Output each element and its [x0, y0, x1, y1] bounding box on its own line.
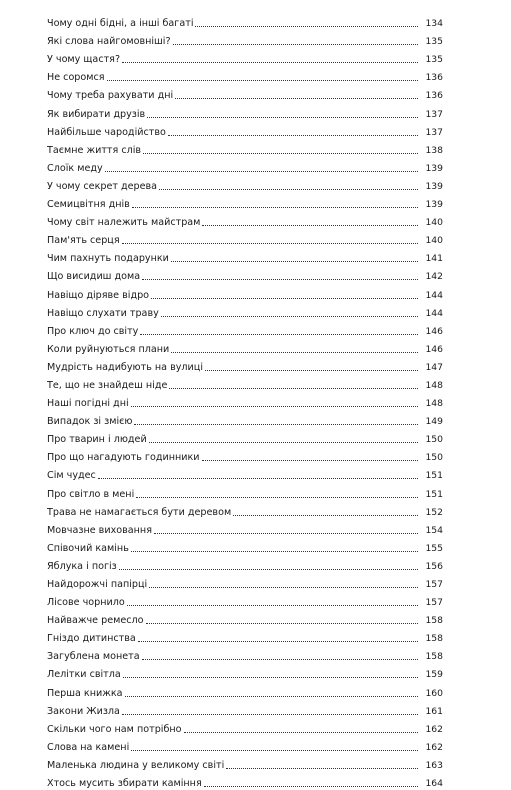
dot-leader [107, 80, 418, 81]
toc-entry-page-number: 151 [425, 488, 443, 500]
toc-entry [47, 482, 443, 500]
toc-entry-page-number: 158 [425, 633, 443, 645]
toc-entry-title: Трава не намагається бути деревом [47, 506, 232, 518]
toc-entry-page-number: 141 [425, 253, 443, 265]
toc-entry [47, 627, 443, 645]
toc-entry-title: Про ключ до світу [47, 325, 139, 337]
dot-leader [98, 478, 418, 479]
toc-entry [47, 700, 443, 718]
toc-entry-page-number: 150 [425, 434, 443, 446]
dot-leader [175, 98, 418, 99]
dot-leader [125, 696, 418, 697]
dot-leader [204, 786, 418, 787]
toc-entry-title: Семицвітня днів [47, 199, 130, 211]
toc-entry-page-number: 162 [425, 723, 443, 735]
dot-leader [127, 605, 418, 606]
dot-leader [131, 750, 418, 751]
dot-leader [132, 207, 418, 208]
dot-leader [134, 424, 418, 425]
toc-entry-title: Найважче ремесло [47, 615, 144, 627]
dot-leader [149, 442, 418, 443]
dot-leader [122, 714, 418, 715]
toc-entry-page-number: 136 [425, 72, 443, 84]
toc-entry-title: Чим пахнуть подарунки [47, 253, 169, 265]
dot-leader [168, 135, 418, 136]
toc-entry-title: Яблука і погіз [47, 560, 117, 572]
toc-entry [47, 663, 443, 681]
toc-entry [47, 392, 443, 410]
dot-leader [205, 370, 418, 371]
toc-entry-title: Слоїк меду [47, 162, 103, 174]
toc-entry [47, 247, 443, 265]
toc-entry-title: Закони Жизла [47, 705, 120, 717]
toc-entry-title: Що висидиш дома [47, 271, 141, 283]
toc-entry [47, 175, 443, 193]
toc-entry-page-number: 144 [425, 289, 443, 301]
toc-entry-page-number: 148 [425, 379, 443, 391]
toc-entry-title: Те, що не знайдеш ніде [47, 379, 168, 391]
toc-entry [47, 302, 443, 320]
toc-entry-title: Пам'ять серця [47, 235, 120, 247]
toc-entry-page-number: 156 [425, 560, 443, 572]
dot-leader [202, 225, 418, 226]
toc-entry-title: Не соромся [47, 72, 105, 84]
toc-entry-page-number: 136 [425, 90, 443, 102]
toc-entry [47, 283, 443, 301]
toc-entry-page-number: 160 [425, 687, 443, 699]
toc-entry-title: Чому одні бідні, а інші багаті [47, 18, 194, 30]
toc-entry-title: Чому світ належить майстрам [47, 217, 201, 229]
dot-leader [149, 587, 418, 588]
toc-entry-page-number: 157 [425, 597, 443, 609]
toc-entry [47, 573, 443, 591]
toc-entry [47, 265, 443, 283]
toc-entry-page-number: 144 [425, 307, 443, 319]
toc-entry-title: Мудрість надибують на вулиці [47, 361, 203, 373]
toc-entry [47, 374, 443, 392]
toc-entry [47, 157, 443, 175]
toc-entry-title: У чому секрет дерева [47, 180, 158, 192]
toc-entry-title: Таємне життя слів [47, 144, 142, 156]
toc-entry-page-number: 161 [425, 705, 443, 717]
toc-entry-title: Як вибирати друзів [47, 108, 146, 120]
dot-leader [142, 279, 418, 280]
toc-entry-page-number: 138 [425, 144, 443, 156]
dot-leader [202, 460, 418, 461]
dot-leader [159, 189, 418, 190]
toc-entry [47, 48, 443, 66]
toc-entry-title: Загублена монета [47, 651, 140, 663]
toc-entry-title: Наші погідні дні [47, 398, 129, 410]
toc-entry-title: Співочий камінь [47, 542, 129, 554]
toc-entry-title: Скільки чого нам потрібно [47, 723, 182, 735]
toc-entry [47, 121, 443, 139]
toc-entry-page-number: 137 [425, 108, 443, 120]
toc-entry-title: Які слова найгомовніші? [47, 36, 171, 48]
toc-entry [47, 681, 443, 699]
toc-entry-title: Коли руйнуються плани [47, 343, 170, 355]
toc-entry-page-number: 149 [425, 416, 443, 428]
dot-leader [131, 551, 418, 552]
toc-entry-title: Чому треба рахувати дні [47, 90, 174, 102]
dot-leader [184, 732, 418, 733]
dot-leader [136, 497, 418, 498]
toc-entry-page-number: 159 [425, 669, 443, 681]
toc-entry-title: Найбільше чародійство [47, 126, 166, 138]
toc-entry-page-number: 163 [425, 759, 443, 771]
toc-entry-title: Навіщо діряве відро [47, 289, 150, 301]
toc-entry-page-number: 152 [425, 506, 443, 518]
dot-leader [226, 768, 418, 769]
dot-leader [142, 659, 418, 660]
dot-leader [154, 533, 418, 534]
toc-entry [47, 555, 443, 573]
toc-entry [47, 609, 443, 627]
toc-entry [47, 229, 443, 247]
toc-entry [47, 428, 443, 446]
toc-entry-page-number: 146 [425, 343, 443, 355]
toc-entry [47, 501, 443, 519]
dot-leader [122, 62, 418, 63]
toc-entry-page-number: 146 [425, 325, 443, 337]
toc-entry-page-number: 139 [425, 180, 443, 192]
toc-entry-title: Найдорожчі папірці [47, 579, 148, 590]
toc-entry-page-number: 154 [425, 524, 443, 536]
toc-entry [47, 211, 443, 229]
toc-entry-page-number: 162 [425, 741, 443, 753]
toc-entry-page-number: 139 [425, 199, 443, 211]
toc-entry [47, 736, 443, 754]
toc-entry-title: У чому щастя? [47, 54, 121, 66]
dot-leader [151, 298, 418, 299]
toc-entry [47, 102, 443, 120]
toc-entry [47, 754, 443, 772]
toc-entry-page-number: 140 [425, 235, 443, 247]
toc-entry-page-number: 155 [425, 542, 443, 554]
toc-entry-page-number: 151 [425, 470, 443, 482]
dot-leader [143, 153, 418, 154]
toc-entry-page-number: 135 [425, 36, 443, 48]
toc-entry-title: Слова на камені [47, 741, 130, 753]
toc-entry-page-number: 148 [425, 398, 443, 410]
toc-entry [47, 410, 443, 428]
toc-entry [47, 320, 443, 338]
toc-entry-title: Гніздо дитинства [47, 633, 136, 645]
toc-entry-page-number: 157 [425, 579, 443, 590]
dot-leader [138, 641, 418, 642]
toc-entry [47, 772, 443, 790]
toc-entry [47, 84, 443, 102]
dot-leader [195, 26, 418, 27]
dot-leader [131, 406, 418, 407]
toc-entry-page-number: 147 [425, 361, 443, 373]
toc-entry [47, 12, 443, 30]
dot-leader [146, 623, 418, 624]
toc-entry [47, 464, 443, 482]
dot-leader [171, 352, 418, 353]
dot-leader [147, 117, 418, 118]
toc-entry-page-number: 137 [425, 126, 443, 138]
toc-entry [47, 338, 443, 356]
toc-entry [47, 537, 443, 555]
toc-entry-title: Мовчазне виховання [47, 524, 152, 536]
dot-leader [123, 677, 418, 678]
dot-leader [105, 171, 418, 172]
toc-entry-title: Про тварин і людей [47, 434, 147, 446]
toc-entry-page-number: 139 [425, 162, 443, 174]
table-of-contents [47, 12, 443, 790]
toc-entry [47, 446, 443, 464]
toc-entry [47, 591, 443, 609]
dot-leader [140, 334, 418, 335]
toc-entry-page-number: 150 [425, 452, 443, 464]
toc-entry-page-number: 158 [425, 651, 443, 663]
toc-entry-page-number: 164 [425, 778, 443, 790]
toc-entry-title: Перша книжка [47, 687, 123, 699]
toc-entry-title: Сім чудес [47, 470, 96, 482]
toc-entry [47, 356, 443, 374]
dot-leader [173, 44, 418, 45]
toc-entry-title: Про що нагадують годинники [47, 452, 200, 464]
toc-entry-page-number: 158 [425, 615, 443, 627]
dot-leader [169, 388, 418, 389]
toc-entry-title: Хтось мусить збирати каміння [47, 778, 202, 790]
toc-entry [47, 645, 443, 663]
toc-entry [47, 519, 443, 537]
toc-entry-page-number: 135 [425, 54, 443, 66]
toc-entry-title: Про світло в мені [47, 488, 135, 500]
toc-entry-page-number: 142 [425, 271, 443, 283]
toc-entry [47, 718, 443, 736]
toc-entry [47, 66, 443, 84]
dot-leader [233, 515, 418, 516]
toc-entry-title: Лісове чорнило [47, 597, 125, 609]
toc-entry-title: Лелітки світла [47, 669, 121, 681]
toc-entry-page-number: 140 [425, 217, 443, 229]
toc-entry [47, 139, 443, 157]
toc-entry [47, 193, 443, 211]
toc-entry [47, 30, 443, 48]
dot-leader [161, 316, 418, 317]
dot-leader [171, 261, 418, 262]
toc-entry-title: Навіщо слухати траву [47, 307, 159, 319]
dot-leader [119, 569, 418, 570]
toc-entry-title: Маленька людина у великому світі [47, 759, 225, 771]
toc-entry-page-number: 134 [425, 18, 443, 30]
toc-entry-title: Випадок зі змією [47, 416, 133, 428]
dot-leader [122, 243, 418, 244]
